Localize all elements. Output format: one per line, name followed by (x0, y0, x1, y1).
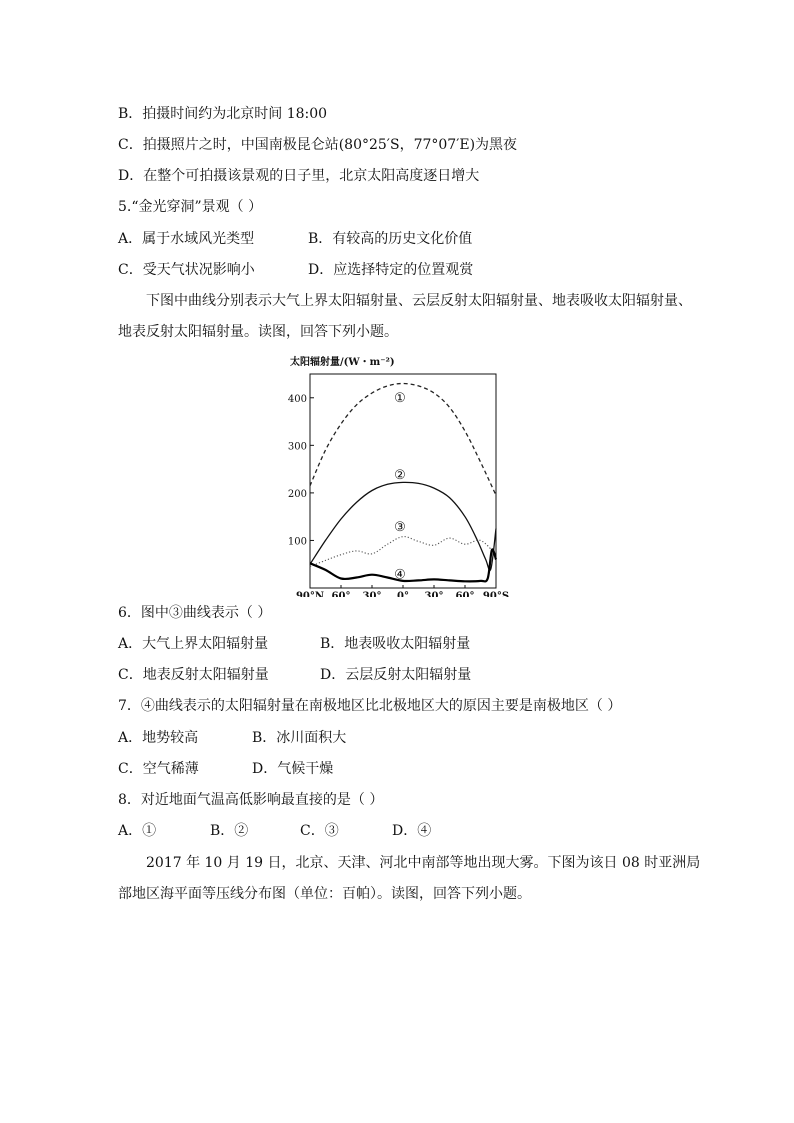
intro2-paragraph-line2: 部地区海平面等压线分布图（单位：百帕）。读图，回答下列小题。 (118, 886, 531, 902)
q6-option-c: C．地表反射太阳辐射量 (118, 667, 269, 683)
q7-option-c: C．空气稀薄 (118, 761, 199, 777)
q7-stem: 7．④曲线表示的太阳辐射量在南极地区比北极地区大的原因主要是南极地区（ ） (118, 698, 622, 714)
x-tick-label: 60° (455, 591, 475, 597)
q6-option-d: D．云层反射太阳辐射量 (320, 667, 472, 683)
series-label: ④ (394, 567, 406, 583)
series-label: ① (394, 390, 406, 406)
q7-option-b: B．冰川面积大 (252, 730, 347, 746)
x-tick-label: 90°S (482, 591, 510, 597)
x-tick-label: 30° (362, 591, 382, 597)
q8-option-b: B．② (210, 823, 249, 839)
q5-option-c: C．受天气状况影响小 (118, 262, 255, 278)
intro2-paragraph-line1: 2017 年 10 月 19 日，北京、天津、河北中南部等地出现大雾。下图为该日 08 时亚洲局 (146, 855, 701, 871)
solar-radiation-chart (280, 352, 520, 597)
x-tick-label: 0° (397, 591, 409, 597)
series-label: ③ (394, 520, 406, 536)
q6-option-a: A．大气上界太阳辐射量 (118, 636, 269, 652)
q5-stem: 5.“金光穿洞”景观（ ） (118, 199, 263, 215)
q5-option-a: A．属于水域风光类型 (118, 231, 255, 247)
q7-option-a: A．地势较高 (118, 730, 199, 746)
q8-option-a: A．① (118, 823, 157, 839)
q8-option-d: D．④ (392, 823, 432, 839)
y-tick-label: 300 (287, 441, 307, 453)
q6-stem: 6．图中③曲线表示（ ） (118, 605, 272, 621)
y-tick-label: 200 (287, 488, 307, 500)
y-axis-label: 太阳辐射量/(W・m⁻²) (290, 357, 395, 368)
q4-option-d: D．在整个可拍摄该景观的日子里，北京太阳高度逐日增大 (118, 168, 480, 184)
intro-paragraph-line2: 地表反射太阳辐射量。读图，回答下列小题。 (118, 324, 398, 340)
q5-option-b: B．有较高的历史文化价值 (308, 231, 473, 247)
x-tick-label: 60° (331, 591, 351, 597)
intro-paragraph-line1: 下图中曲线分别表示大气上界太阳辐射量、云层反射太阳辐射量、地表吸收太阳辐射量、 (146, 293, 692, 309)
x-tick-label: 30° (424, 591, 444, 597)
q8-option-c: C．③ (300, 823, 339, 839)
q5-option-d: D．应选择特定的位置观赏 (308, 262, 474, 278)
series-3-curve (310, 537, 496, 567)
q8-stem: 8．对近地面气温高低影响最直接的是（ ） (118, 792, 384, 808)
y-tick-label: 100 (287, 536, 307, 548)
series-label: ② (394, 467, 406, 483)
q4-option-c: C．拍摄照片之时，中国南极昆仑站(80°25′S，77°07′E)为黑夜 (118, 137, 518, 153)
q6-option-b: B．地表吸收太阳辐射量 (320, 636, 471, 652)
q7-option-d: D．气候干燥 (252, 761, 334, 777)
x-tick-label: 90°N (295, 591, 325, 597)
q4-option-b: B．拍摄时间约为北京时间 18:00 (118, 106, 328, 122)
y-tick-label: 400 (287, 393, 307, 405)
